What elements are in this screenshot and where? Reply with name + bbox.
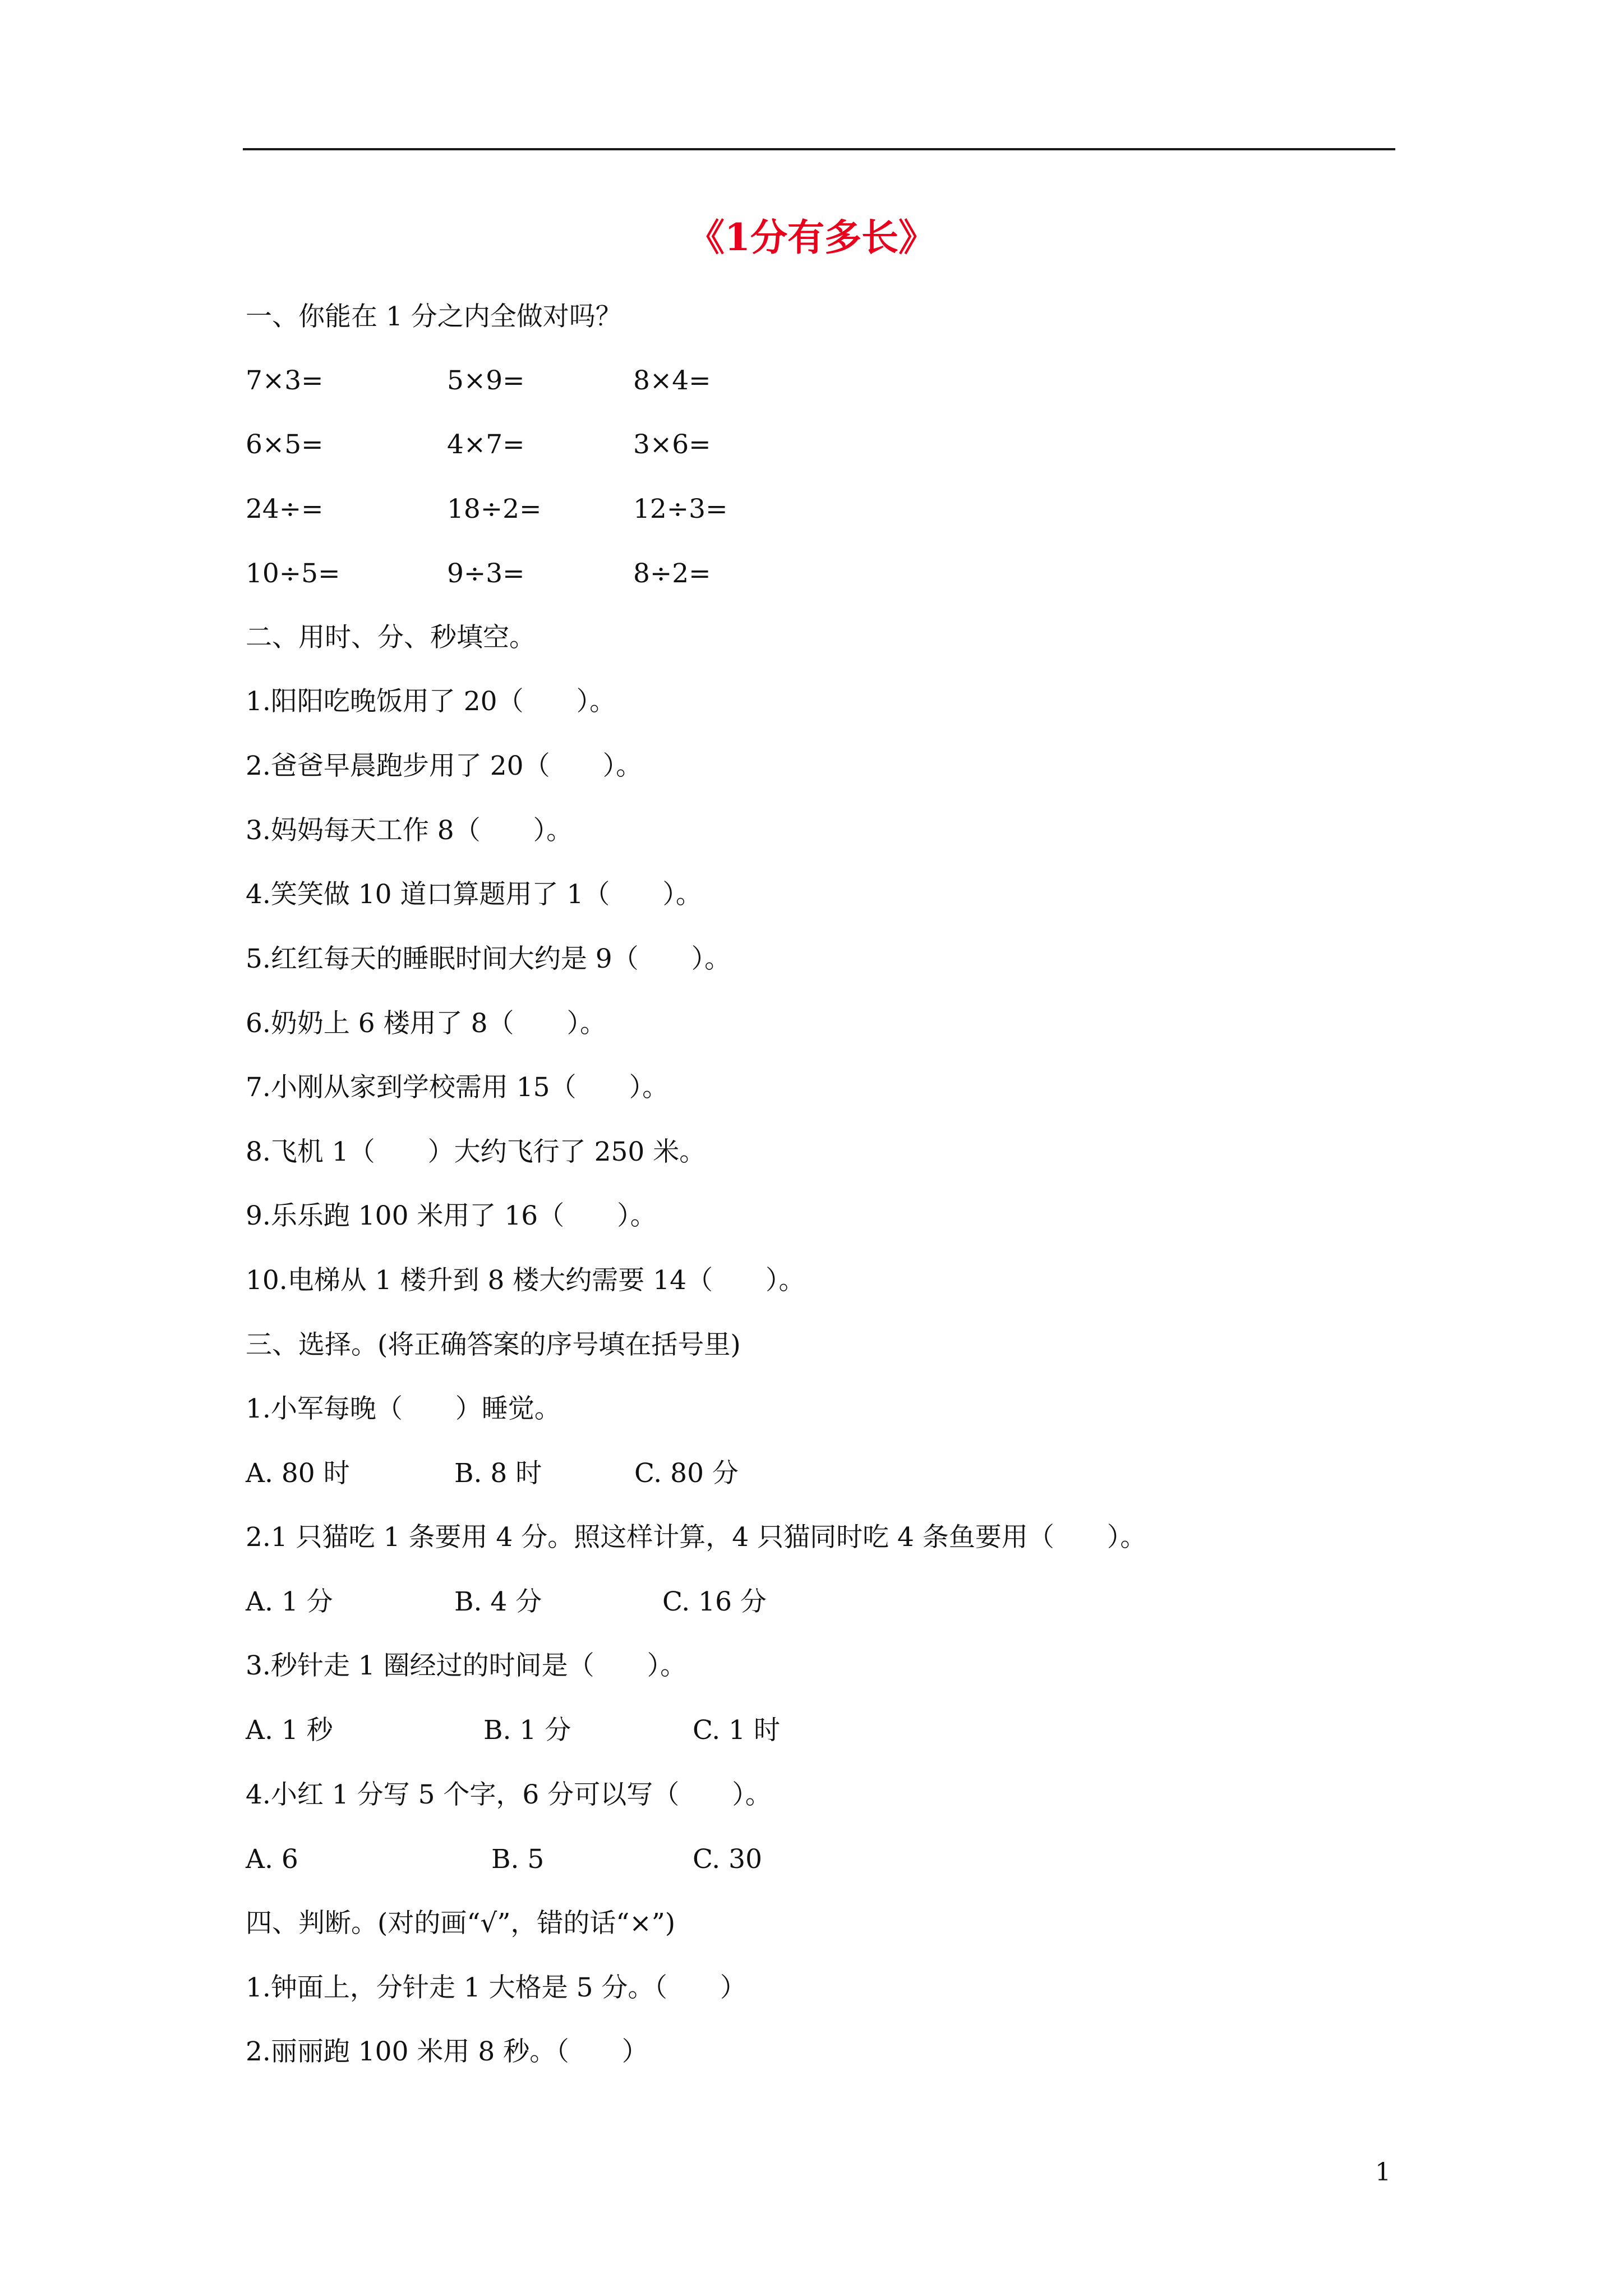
- choice-option: B. 4 分: [454, 1586, 542, 1617]
- choice-question: 2.1 只猫吃 1 条要用 4 分。照这样计算，4 只猫同时吃 4 条鱼要用（ ）。: [246, 1522, 1147, 1553]
- choice-option: A. 6: [246, 1844, 298, 1875]
- fill-in-item: 5.红红每天的睡眠时间大约是 9（ ）。: [246, 944, 731, 974]
- document-title: 《1分有多长》: [688, 215, 935, 259]
- page-number: 1: [1375, 2158, 1391, 2187]
- calc-cell: 5×9=: [447, 365, 525, 396]
- fill-in-item: 7.小刚从家到学校需用 15（ ）。: [246, 1072, 669, 1103]
- calc-cell: 10÷5=: [246, 558, 340, 589]
- choice-option: A. 1 分: [246, 1586, 333, 1617]
- choice-option: C. 30: [693, 1844, 762, 1875]
- choice-question: 4.小红 1 分写 5 个字，6 分可以写（ ）。: [246, 1779, 772, 1810]
- calc-cell: 6×5=: [246, 429, 324, 460]
- calc-cell: 3×6=: [633, 429, 711, 460]
- section1-heading: 一、你能在 1 分之内全做对吗？: [246, 301, 622, 332]
- calc-cell: 12÷3=: [633, 494, 728, 524]
- choice-option: C. 16 分: [662, 1586, 767, 1617]
- choice-option: B. 8 时: [454, 1458, 542, 1489]
- judgment-item: 2.丽丽跑 100 米用 8 秒。（ ）: [246, 2036, 648, 2067]
- calc-cell: 4×7=: [447, 429, 525, 460]
- choice-option: A. 80 时: [246, 1458, 350, 1489]
- choice-option: B. 5: [491, 1844, 545, 1875]
- calc-cell: 8÷2=: [633, 558, 711, 589]
- section4-heading: 四、判断。(对的画“√”，错的话“×”): [246, 1908, 676, 1939]
- judgment-item: 1.钟面上，分针走 1 大格是 5 分。（ ）: [246, 1972, 746, 2003]
- fill-in-item: 3.妈妈每天工作 8（ ）。: [246, 815, 573, 846]
- header-rule: [243, 148, 1395, 150]
- choice-question: 3.秒针走 1 圈经过的时间是（ ）。: [246, 1650, 687, 1681]
- choice-option: A. 1 秒: [246, 1715, 333, 1746]
- fill-in-item: 2.爸爸早晨跑步用了 20（ ）。: [246, 751, 643, 781]
- calc-cell: 8×4=: [633, 365, 711, 396]
- calc-cell: 18÷2=: [447, 494, 542, 524]
- fill-in-item: 10.电梯从 1 楼升到 8 楼大约需要 14（ ）。: [246, 1265, 805, 1296]
- fill-in-item: 9.乐乐跑 100 米用了 16（ ）。: [246, 1200, 657, 1231]
- fill-in-item: 6.奶奶上 6 楼用了 8（ ）。: [246, 1008, 606, 1039]
- fill-in-item: 8.飞机 1（ ）大约飞行了 250 米。: [246, 1137, 706, 1167]
- fill-in-item: 4.笑笑做 10 道口算题用了 1（ ）。: [246, 879, 702, 910]
- section3-heading: 三、选择。(将正确答案的序号填在括号里): [246, 1329, 741, 1360]
- choice-question: 1.小军每晚（ ）睡觉。: [246, 1393, 561, 1424]
- calc-cell: 9÷3=: [447, 558, 525, 589]
- calc-cell: 24÷=: [246, 494, 324, 524]
- calc-cell: 7×3=: [246, 365, 324, 396]
- choice-option: B. 1 分: [483, 1715, 571, 1746]
- fill-in-item: 1.阳阳吃晚饭用了 20（ ）。: [246, 686, 616, 717]
- choice-option: C. 80 分: [634, 1458, 739, 1489]
- section2-heading: 二、用时、分、秒填空。: [246, 622, 536, 653]
- choice-option: C. 1 时: [693, 1715, 781, 1746]
